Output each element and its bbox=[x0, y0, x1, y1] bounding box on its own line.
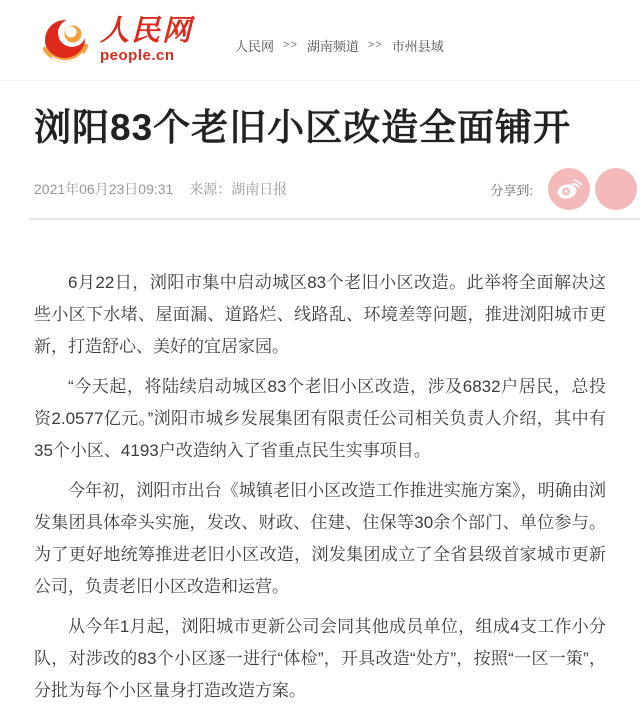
weibo-share-icon[interactable] bbox=[548, 168, 590, 210]
article-datetime: 2021年06月23日09:31 bbox=[34, 181, 174, 197]
breadcrumb-separator: >> bbox=[283, 39, 298, 51]
breadcrumb-item-section[interactable]: 市州县域 bbox=[391, 38, 444, 54]
people-cn-logo[interactable] bbox=[42, 13, 193, 67]
article-source: 来源：湖南日报 bbox=[189, 181, 288, 197]
share-bar bbox=[490, 168, 637, 210]
logo-text-cn: 人民网 bbox=[100, 15, 194, 47]
breadcrumb-item-home[interactable]: 人民网 bbox=[235, 38, 275, 54]
partial-share-icon[interactable] bbox=[595, 168, 637, 210]
logo-text-en: people.cn bbox=[100, 47, 175, 64]
article-paragraph: 6月22日，浏阳市集中启动城区83个老旧小区改造。此举将全面解决这些小区下水堵、屋面漏、道路烂、线路乱、环境差等问题，推进浏阳城市更新，打造舒心、美好的宜居家园。 bbox=[34, 273, 606, 356]
article-title: 浏阳83个老旧小区改造全面铺开 bbox=[34, 107, 572, 148]
article-paragraph: 从今年1月起，浏阳城市更新公司会同其他成员单位，组成4支工作小分队，对涉改的83个小区逐一进行“体检”，开具改造“处方”，按照“一区一策”，分批为每个小区量身打造改造方案。 bbox=[34, 617, 606, 700]
people-cn-globe-icon bbox=[42, 13, 92, 67]
article-paragraph: 今年初，浏阳市出台《城镇老旧小区改造工作推进实施方案》，明确由浏发集团具体牵头实施，发改、财政、住建、住保等30余个部门、单位参与。为了更好地统筹推进老旧小区改造，浏发集团成立了全省县级首家城市更新公司，负责老旧小区改造和运营。 bbox=[34, 481, 606, 596]
article-paragraph: “今天起，将陆续启动城区83个老旧小区改造，涉及6832户居民，总投资2.0577亿元。”浏阳市城乡发展集团有限责任公司相关负责人介绍，其中有35个小区、4193户改造纳入了省重点民生实事项目。 bbox=[34, 377, 606, 460]
share-label: 分享到: bbox=[490, 182, 533, 198]
article-meta bbox=[34, 179, 287, 199]
article-meta-row bbox=[34, 168, 606, 210]
breadcrumb-separator: >> bbox=[367, 39, 383, 51]
meta-divider bbox=[30, 218, 640, 220]
breadcrumb bbox=[235, 36, 444, 55]
site-header bbox=[0, 0, 640, 81]
article-body bbox=[0, 267, 640, 707]
breadcrumb-item-channel[interactable]: 湖南频道 bbox=[306, 38, 359, 54]
